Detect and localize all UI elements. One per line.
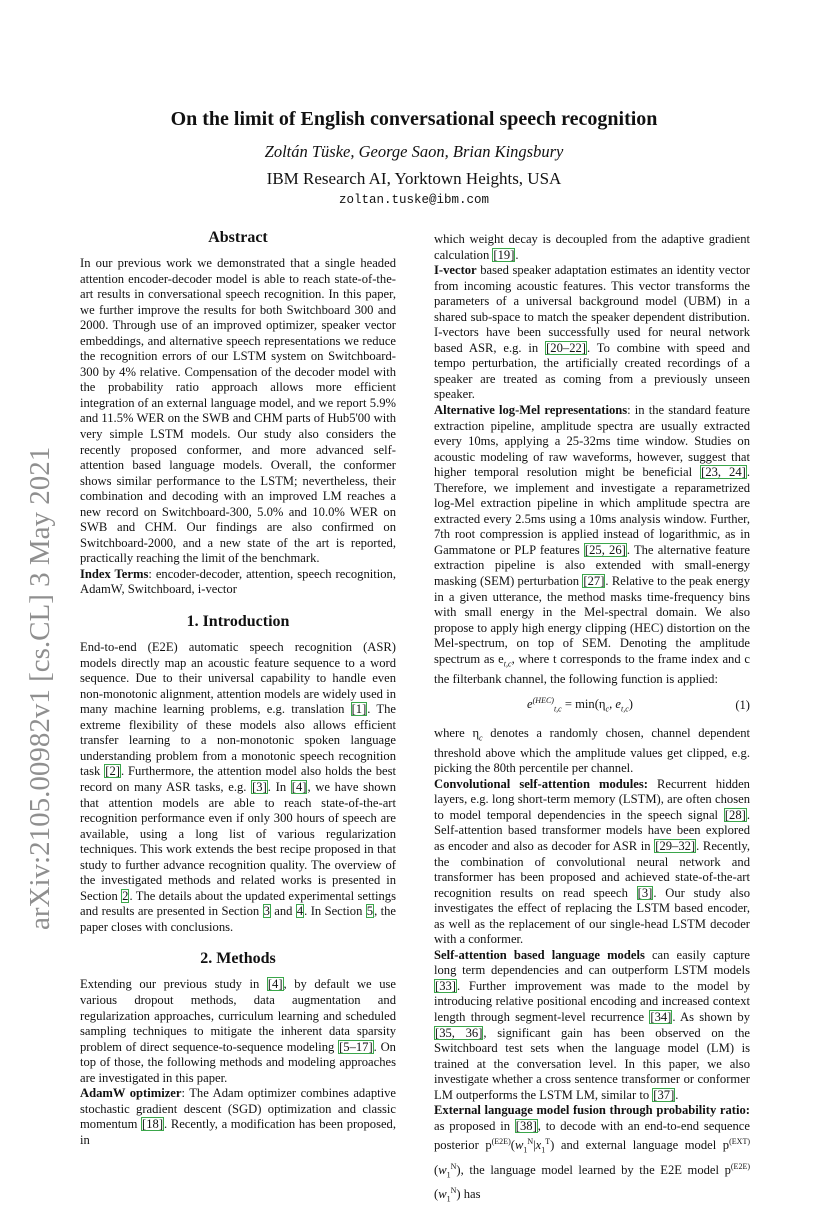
paper-authors: Zoltán Tüske, George Saon, Brian Kingsbury [264, 142, 564, 161]
citation-link[interactable]: [35, 36] [435, 1025, 483, 1040]
equation-number: (1) [735, 697, 750, 712]
citation-link[interactable]: [2] [105, 764, 120, 779]
arxiv-identifier: arXiv:2105.00982v1 [cs.CL] 3 May 2021 [24, 446, 56, 930]
citation-link[interactable]: [5–17] [339, 1039, 373, 1054]
section-link[interactable]: 3 [263, 904, 270, 919]
citation-link[interactable]: [23, 24] [701, 465, 746, 480]
conv-paragraph: Convolutional self-attention modules: Recurrent hidden layers, e.g. long short-term memory (LSTM), are often chosen to model temporal dependencies in the speech signal [28]. Self-attention based transformer models have been explored as encoder and also as decoder for ASR in [29–32]. Recently, the combination of convolutional neural network and transformer has been proposed and achieved state-of-the-art recognition results on read speech [3]. Our study also investigates the effect of replacing the LSTM based encoder, as well as the replacement of our single-head LSTM decoder with a conformer. [434, 776, 751, 947]
citation-link[interactable]: [20–22] [546, 340, 586, 355]
ivector-paragraph: I-vector based speaker adaptation estimates an identity vector from incoming acoustic features. This vector transforms the parameters of a universal background model (UBM) in a shared sub-space to match the speaker dependent distribution. I-vectors have been successfully used for neural network based ASR, e.g. in [20–22]. To combine with speed and tempo perturbation, the artificially created recordings of a speaker are treated as coming from a previously unseen speaker. [434, 263, 750, 402]
abstract-text: In our previous work we demonstrated that a single headed attention encoder-decoder model is able to reach state-of-the-art results in conversational speech recognition. In this paper, we further improve the results for both Switchboard 300 and 2000. Through use of an improved optimizer, speaker vector embeddings, and alternative speech representations we reduce the recognition errors of our LSTM system on Switchboard-300 by 4% relative. Compensation of the decoder model with the probability ratio approach allows more efficient integration of an external language model, and we report 5.9% and 11.5% WER on the SWB and CHM parts of Hub5'00 with very simple LSTM models. Our study also considers the recently proposed conformer, and more advanced self-attention based language models. Overall, the conformer shows similar performance to the LSTM; nevertheless, their combination and decoding with an improved LM reaches a new record on Switchboard-300, 5.0% and 10.0% WER on SWB and CHM. Our findings are also confirmed on Switchboard-2000, and a new state of the art is reported, practically reaching the limit of the benchmark. [80, 256, 396, 566]
paper-affiliation: IBM Research AI, Yorktown Heights, USA [266, 169, 562, 188]
conv-label: Convolutional self-attention modules: [434, 776, 648, 791]
citation-link[interactable]: [29–32] [655, 838, 696, 853]
citation-link[interactable]: [38] [515, 1118, 537, 1133]
section-link[interactable]: 5 [366, 904, 374, 919]
adamw-paragraph: AdamW optimizer: The Adam optimizer combines adaptive stochastic gradient descent (SGD) optimization and classic momentum [18]. Recently, a modification has been proposed, in [80, 1086, 397, 1147]
index-terms-label: Index Terms [80, 566, 149, 581]
index-terms-text: : encoder-decoder, attention, speech recognition, AdamW, Switchboard, i-vector [80, 566, 397, 597]
citation-link[interactable]: [18] [142, 1117, 164, 1132]
methods-paragraph: Extending our previous study in [4], by default we use various dropout methods, data augmentation and regularization approaches, curriculum learning and scheduled sampling techniques to mitigate the inherent data sparsity problem of direct sequence-to-sequence modeling [5–17]. On top of those, the following methods and modeling approaches are investigated in this paper. [80, 977, 396, 1085]
logmel-label: Alternative log-Mel representations [434, 403, 628, 418]
salm-paragraph: Self-attention based language models can easily capture long term dependencies and can outperform LSTM models [33]. Further improvement was made to the model by introducing relative positional encoding and increased context length through segment-level recurrence [34]. As shown by [35, 36], significant gain has been observed on the Switchboard test sets when the language model (LM) is trained at the conversation level. In this paper, we also investigate whether a cross sentence transformer or conformer LM outperforms the LSTM LM, similar to [37]. [434, 947, 751, 1102]
citation-link[interactable]: [27] [583, 574, 605, 589]
equation-1 [434, 693, 750, 717]
citation-link[interactable]: [3] [637, 885, 653, 900]
adamw-label: AdamW optimizer [80, 1086, 182, 1101]
citation-link[interactable]: [25, 26] [584, 542, 626, 557]
citation-link[interactable]: [33] [435, 978, 456, 993]
abstract-heading: Abstract [208, 229, 268, 246]
citation-link[interactable]: [19] [493, 247, 515, 262]
introduction-paragraph: End-to-end (E2E) automatic speech recognition (ASR) models directly map an acoustic feature sequence to a word sequence. Due to their universal capability to handle even non-monotonic alignment, attention models are widely used in many machine learning problems, e.g. translation [1]. The extreme flexibility of these models also allows efficient transfer learning to a non-monotonic spoken language understanding problem from a monotonic speech recognition task [2]. Furthermore, the attention model also holds the best record on many ASR tasks, e.g. [3]. In [4], we have shown that attention models are able to reach state-of-the-art recognition performance even if only 300 hours of speech are available, using a long list of various regularization techniques. This work extends the best recipe proposed in that study to further advance recognition quality. The overview of the investigated methods and related works is presented in Section 2. The details about the updated experimental settings and results are presented in Section 3 and 4. In Section 5, the paper closes with conclusions. [80, 640, 397, 934]
left-column [80, 228, 396, 1148]
author-email[interactable]: zoltan.tuske@ibm.com [338, 193, 490, 207]
citation-link[interactable]: [4] [267, 977, 283, 992]
logmel-paragraph: Alternative log-Mel representations: in the standard feature extraction pipeline, amplitude spectra are usually extracted every 10ms, applying a 25-32ms time window. Studies on acoustic modeling of raw waveforms, however, suggest that higher temporal resolution might be beneficial [23, 24]. Therefore, we implement and investigate a reparametrized log-Mel extraction pipeline in which amplitude spectra are extracted every 2.5ms using a 10ms analysis window. Further, 7th root compression is applied instead of logarithmic, as in Gammatone or PLP features [25, 26]. The alternative feature extraction pipeline is also extended with small-energy masking (SEM) perturbation [27]. Relative to the peak energy in a given utterance, the method masks time-frequency bins with small energy in the Mel-spectral domain. We also propose to apply high energy clipping (HEC) distortion on the Mel-spectrum, on top of SEM. Denoting the amplitude spectrum as $e_{t,c}$, where t corresponds to the frame index and c the filterbank channel, the following function is applied: [434, 403, 750, 686]
paper-title: On the limit of English conversational speech recognition [170, 108, 658, 130]
salm-label: Self-attention based language models [434, 947, 645, 962]
section-heading-introduction: 1. Introduction [186, 613, 290, 631]
section-heading-methods: 2. Methods [200, 950, 276, 968]
citation-link[interactable]: [3] [252, 779, 267, 794]
section-link[interactable]: 2 [122, 888, 129, 903]
index-terms [80, 567, 396, 598]
citation-link[interactable]: [4] [291, 779, 307, 794]
elm-label: External language model fusion through probability ratio: [434, 1103, 750, 1118]
adamw-continuation: which weight decay is decoupled from the adaptive gradient calculation [19]. [434, 232, 750, 262]
citation-link[interactable]: [37] [653, 1087, 675, 1102]
citation-link[interactable]: [1] [351, 702, 367, 717]
ivector-label: I-vector [434, 263, 477, 278]
citation-link[interactable]: [34] [650, 1009, 672, 1024]
section-link[interactable]: 4 [296, 904, 304, 919]
right-column [434, 232, 750, 1207]
elm-paragraph: External language model fusion through probability ratio: as proposed in [38], to decode with an end-to-end sequence posterior $p^{(E2E)}(w_1^N|x_1^T)$ and external language model $p^{(EXT)}(w_1^N)$, the language model learned by the E2E model $p^{(E2E)}(w_1^N)$ has [434, 1103, 750, 1204]
equation-body: $e^{(HEC)}_{t,c} = \min(\eta_c$, $e_{t,c}$) [527, 696, 633, 715]
clipping-paragraph: where $\eta_c$ denotes a randomly chosen, channel dependent threshold above which the amplitude values get clipped, e.g. picking the 80th percentile per channel. [434, 725, 751, 776]
citation-link[interactable]: [28] [724, 807, 746, 822]
